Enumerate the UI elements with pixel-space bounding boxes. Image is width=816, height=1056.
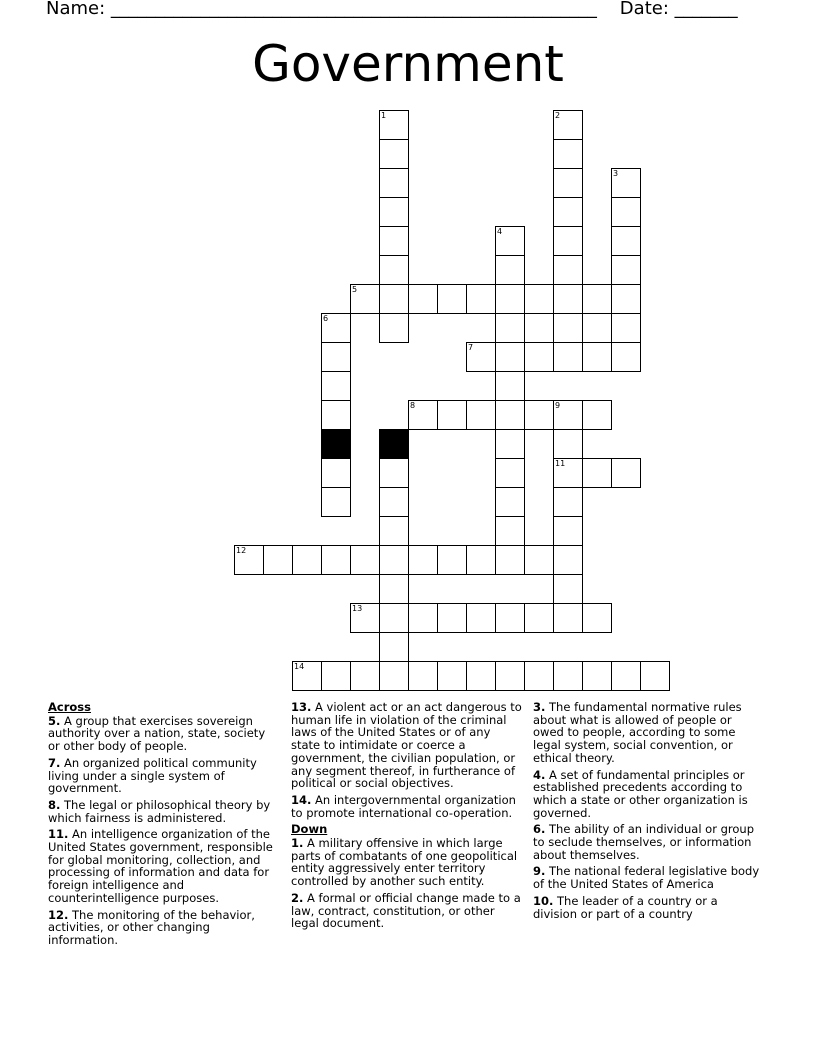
clue-text: The national federal legislative body of the United States of America [533,864,760,892]
grid-cell[interactable] [524,284,554,314]
grid-cell[interactable] [553,545,583,575]
clue-number-label: 9. [533,864,546,879]
grid-cell[interactable] [611,226,641,256]
grid-cell[interactable] [553,400,583,430]
grid-cell[interactable] [553,284,583,314]
clue [48,828,280,904]
grid-cell[interactable] [495,342,525,372]
grid-cell[interactable] [408,603,438,633]
grid-cell[interactable] [495,226,525,256]
page-title: Government [252,35,564,93]
clue [291,837,523,888]
clue-text: The leader of a country or a division or part of a country [533,893,718,921]
clue-number-label: 11. [48,827,69,842]
clue [533,895,765,920]
clue-number: 8 [410,401,416,410]
clue-text: A group that exercises sovereign authority over a nation, state, society or other body of people. [48,713,266,754]
grid-cell[interactable] [379,661,409,691]
grid-cell[interactable] [524,661,554,691]
clue-number: 7 [468,343,474,352]
date-label: Date: [619,0,669,19]
clue-number: 10 [381,430,392,439]
grid-cell[interactable] [582,661,612,691]
grid-cell[interactable] [466,284,496,314]
grid-cell[interactable] [350,284,380,314]
across-heading: Across [48,700,91,714]
grid-cell[interactable] [292,661,322,691]
grid-cell[interactable] [234,545,264,575]
grid-cell[interactable] [524,342,554,372]
grid-cell[interactable] [292,545,322,575]
grid-cell[interactable] [611,168,641,198]
grid-cell[interactable] [553,168,583,198]
clue-number: 5 [352,285,358,294]
grid-cell[interactable] [553,487,583,517]
grid-cell[interactable] [321,400,351,430]
grid-cell[interactable] [495,284,525,314]
clue-number: 2 [555,111,561,120]
clue-number-label: 2. [291,890,304,905]
clue-number-label: 10. [533,893,554,908]
clue-text: The legal or philosophical theory by which fairness is administered. [48,797,271,825]
grid-cell[interactable] [553,226,583,256]
grid-cell[interactable] [379,603,409,633]
clue-text: A military offensive in which large parts of combatants of one geopolitical entity aggressively enter territory controlled by another such entity. [291,836,518,889]
black-cell [321,429,351,459]
grid-cell[interactable] [466,400,496,430]
grid-cell[interactable] [379,487,409,517]
clue-text: A violent act or an act dangerous to human life in violation of the criminal laws of the United States or of any state to intimidate or coerce a government, the civilian population, or any segment thereof, in furtherance of political or social objectives. [291,700,522,791]
clue-number: 9 [555,401,561,410]
grid-cell[interactable] [611,661,641,691]
grid-cell[interactable] [379,574,409,604]
grid-cell[interactable] [321,342,351,372]
grid-cell[interactable] [495,516,525,546]
name-label: Name: [46,0,106,19]
clue-number: 13 [352,604,363,613]
grid-cell[interactable] [437,400,467,430]
grid-cell[interactable] [408,661,438,691]
grid-cell[interactable] [379,255,409,285]
clue-number: 3 [613,169,619,178]
grid-cell[interactable] [263,545,293,575]
grid-cell[interactable] [350,545,380,575]
grid-cell[interactable] [321,487,351,517]
grid-cell[interactable] [553,342,583,372]
grid-cell[interactable] [553,603,583,633]
clue-text: The fundamental normative rules about what is allowed of people or owed to people, according to some legal system, social convention, or ethical theory. [533,700,742,765]
clue-text: The monitoring of the behavior, activities, or other changing information. [48,907,255,947]
grid-cell[interactable] [379,313,409,343]
grid-cell[interactable] [379,632,409,662]
clue [533,865,765,890]
clue [291,892,523,930]
grid-cell[interactable] [640,661,670,691]
grid-cell[interactable] [379,545,409,575]
grid-cell[interactable] [553,110,583,140]
clue-number-label: 6. [533,822,546,837]
clue-number-label: 1. [291,836,304,851]
grid-cell[interactable] [611,458,641,488]
clues-column-3 [533,701,765,924]
grid-cell[interactable] [524,603,554,633]
grid-cell[interactable] [437,284,467,314]
grid-cell[interactable] [321,661,351,691]
grid-cell[interactable] [582,284,612,314]
clue-number-label: 4. [533,767,546,782]
grid-cell[interactable] [611,284,641,314]
clue-number-label: 13. [291,700,312,714]
grid-cell[interactable] [495,458,525,488]
grid-cell[interactable] [379,284,409,314]
grid-cell[interactable] [466,342,496,372]
black-cell [379,429,409,459]
clue-text: An organized political community living under a single system of government. [48,755,257,796]
clue-text: The ability of an individual or group to seclude themselves, or information about themselves. [533,822,754,862]
grid-cell[interactable] [321,545,351,575]
grid-cell[interactable] [524,400,554,430]
grid-cell[interactable] [408,400,438,430]
name-field[interactable]: ______________________________________________________ [110,0,597,19]
grid-cell[interactable] [379,110,409,140]
clue [48,757,280,795]
clue-number: 11 [555,459,566,468]
grid-cell[interactable] [437,661,467,691]
clue [533,769,765,820]
grid-cell[interactable] [350,603,380,633]
grid-cell[interactable] [437,545,467,575]
grid-cell[interactable] [553,429,583,459]
grid-cell[interactable] [582,400,612,430]
grid-cell[interactable] [495,255,525,285]
clue-number: 12 [236,546,247,555]
clue [291,794,523,819]
clue [48,799,280,824]
clue-number-label: 7. [48,755,61,770]
clue-text: An intelligence organization of the United States government, responsible for global monitoring, collection, and processing of information and data for foreign intelligence and counterintelligence purposes. [48,827,273,905]
grid-cell[interactable] [495,400,525,430]
grid-cell[interactable] [379,458,409,488]
grid-cell[interactable] [379,197,409,227]
date-field[interactable]: _______ [674,0,738,19]
grid-cell[interactable] [379,226,409,256]
grid-cell[interactable] [582,342,612,372]
grid-cell[interactable] [321,313,351,343]
grid-cell[interactable] [582,603,612,633]
clue-number: 14 [294,662,305,671]
clue-number-label: 5. [48,713,61,728]
grid-cell[interactable] [495,429,525,459]
down-heading: Down [291,822,328,837]
grid-cell[interactable] [495,487,525,517]
clue-number-label: 3. [533,700,546,714]
grid-cell[interactable] [553,574,583,604]
grid-cell[interactable] [379,139,409,169]
clue-number-label: 8. [48,797,61,812]
clue-text: A formal or official change made to a law, contract, constitution, or other legal document. [291,890,521,931]
grid-cell[interactable] [611,342,641,372]
grid-cell[interactable] [466,661,496,691]
grid-cell[interactable] [553,516,583,546]
grid-cell[interactable] [611,313,641,343]
clue [291,701,523,790]
grid-cell[interactable] [495,313,525,343]
grid-cell[interactable] [437,603,467,633]
clues-column-1 [48,701,280,951]
grid-cell[interactable] [495,371,525,401]
clue-text: A set of fundamental principles or established precedents according to which a state or other organization is governed. [533,767,748,820]
grid-cell[interactable] [553,197,583,227]
clue-number: 1 [381,111,387,120]
grid-cell[interactable] [553,255,583,285]
grid-cell[interactable] [408,545,438,575]
clue-number-label: 14. [291,792,312,807]
clue [48,715,280,753]
clue [533,701,765,765]
grid-cell[interactable] [553,661,583,691]
grid-cell[interactable] [553,458,583,488]
grid-cell[interactable] [379,168,409,198]
grid-cell[interactable] [466,545,496,575]
grid-cell[interactable] [379,516,409,546]
grid-cell[interactable] [495,603,525,633]
clue [48,909,280,947]
clue-number-label: 12. [48,907,69,922]
grid-cell[interactable] [408,284,438,314]
grid-cell[interactable] [350,661,380,691]
grid-cell[interactable] [611,197,641,227]
grid-cell[interactable] [524,545,554,575]
grid-cell[interactable] [321,458,351,488]
clue-number: 6 [323,314,329,323]
grid-cell[interactable] [611,255,641,285]
grid-cell[interactable] [466,603,496,633]
grid-cell[interactable] [582,458,612,488]
grid-cell[interactable] [553,139,583,169]
clues-column-2 [291,701,523,934]
clue-number: 4 [497,227,503,236]
grid-cell[interactable] [321,371,351,401]
grid-cell[interactable] [495,661,525,691]
clue-text: An intergovernmental organization to promote international co-operation. [291,792,516,820]
grid-cell[interactable] [553,313,583,343]
grid-cell[interactable] [495,545,525,575]
clue [533,823,765,861]
